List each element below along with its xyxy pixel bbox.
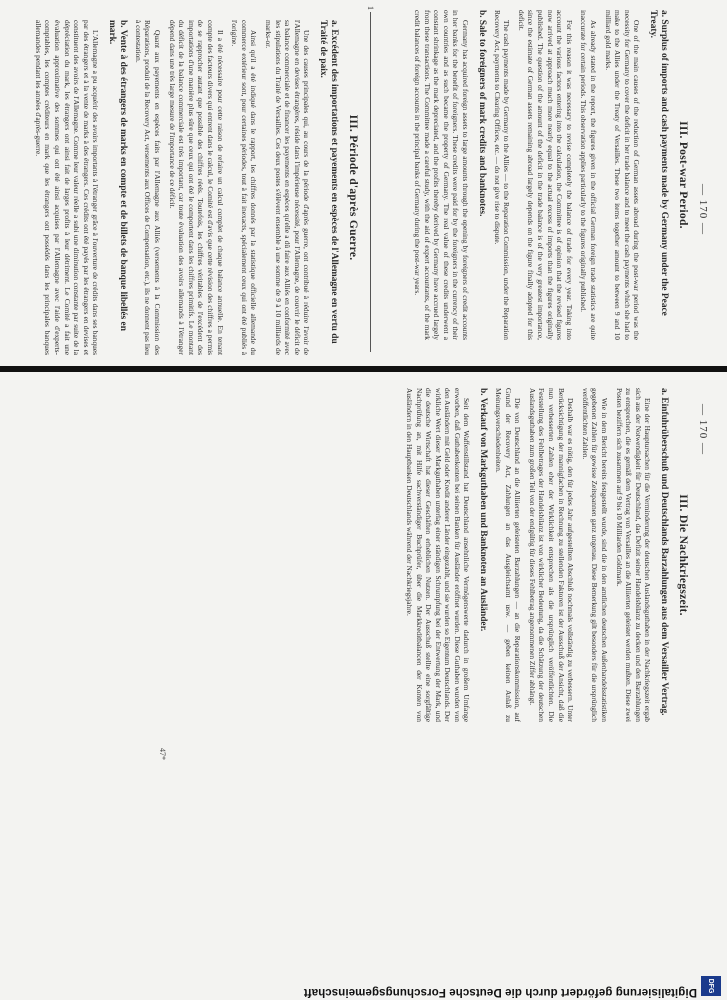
english-section-b-title: b. Sale to foreigners of mark credits and banknotes. <box>477 10 488 217</box>
french-section-b-title: b. Vente à des étrangers de marks en compte et de billets de banque libellés en mark. <box>107 20 129 331</box>
english-paragraph: The cash payments made by Germany to the Allies — to the Reparation Commission, under the Reparation Recovery Act, payments to Clearing Offices, etc. — do not give rise to dispute. <box>492 10 512 340</box>
french-section-a-title: a. Excédent des importations et payements en espèces de l'Allemagne en vertu du Traité de paix. <box>318 20 340 344</box>
french-paragraph: Ainsi qu'il a été indiqué dans le rapport, les chiffres donnés par la statistique officielle allemande du commerce extérieur sont, pour certaines périodes, tout à fait inexacts, spécialement ceux qui ont été publiés à l'origine. <box>230 20 259 355</box>
digitization-credit: Digitalisierung gefördert durch die Deutsche Forschungsgemeinschaft <box>303 986 697 998</box>
french-paragraph: Quant aux payements en espèces faits par l'Allemagne aux Alliés (versements à la Commission des Réparations, produit de la Recovery Act, versements aux Offices de Compensation, etc.), ils ne donnent pas lieu à contestation. <box>133 20 163 355</box>
german-heading: III. Die Nachkriegszeit. <box>677 494 689 616</box>
english-section-a-title: a. Surplus of imports and cash payments made by Germany under the Peace Treaty. <box>648 10 670 316</box>
german-section-a-title: a. Einfuhrüberschuß und Deutschlands Barzahlungen aus dem Versailler Vertrag. <box>659 388 670 716</box>
stamp-number: 47* <box>158 748 167 760</box>
english-paragraph: Germany has acquired foreign assets to large amounts through the opening by foreigners of credit accounts in her banks for the benefit of foreigners. These credits were paid for by the foreigners in the currency of their own countries and as such became the property of Germany. The real value of these credits underwent a constant shrinkage as the mark depreciated, and the profits thereby derived by Germany have accrued largely from these transactions. The Committee made a careful study, with the aid of expert accountants, of the mark credit balances of foreign accounts in the principal banks of Germany during the post-war years. <box>413 10 471 340</box>
english-heading: III. Post-war Period. <box>677 121 689 229</box>
fold-edge-line <box>0 366 727 372</box>
german-section-b-title: b. Verkauf von Markguthaben und Banknoten an Ausländer. <box>478 388 489 632</box>
french-paragraph: Une des causes principales qui, au cours de la période d'après guerre, ont contribué à réduire l'avoir de l'Allemagne en devises étrangères, réside dans l'impérieuse nécessité, pour l'Allemagne, de couvrir le déficit de sa balance commerciale et de financer les payements en espèces qu'elle a dû faire aux Alliés en conformité avec les stipulations du Traité de Versailles. Ces deux postes s'élèvent ensemble à une somme de 9 à 10 milliards de marks-or. <box>264 20 312 355</box>
german-paragraph: Eine der Hauptursachen für die Verminderung der deutschen Auslandsguthaben in der Nachkriegszeit ergab sich aus der Notwendigkeit für Deutschland, das Defizit seiner Handelsbilanz zu decken und den Barzahlungen zu entsprechen, die es gemäß dem Vertrag von Versailles an die Alliierten geleistet werden mußten. Diese zwei Posten beziffern sich zusammen auf 9 bis 10 Milliarden Goldmark. <box>614 388 653 722</box>
french-column <box>7 20 357 355</box>
french-paragraph: L'Allemagne a pu acquérir des avoirs importants à l'étranger grâce à l'ouverture de crédits dans ses banques par des étrangers et à la vente de marks à des étrangers. Ces crédits ont été payés par les étrangers en devises et constituent des avoirs de l'Allemagne. Comme leur valeur réelle a subi une diminution constante par suite de la dépréciation du mark, les étrangers ont ainsi fait de larges profits à leur détriment. Le Comité a fait une évaluation approximative des sommes qui ont été ainsi acquises par l'Allemagne avec l'aide d'experts-comptables, les comptes créditeurs en mark que les étrangers ont possédés dans les principales banques allemandes pendant les années d'après-guerre. <box>33 20 101 355</box>
page-number-bottom: — 170 — <box>697 404 709 455</box>
english-paragraph: One of the main causes of the reduction of German assets abroad during the post-war period was the necessity for Germany to cover the deficit in her trade balance and to meet the cash payments which she had to make to the Allies under the Treaty of Versailles. These two items together amount to between 9 and 10 milliard gold marks. <box>603 10 642 340</box>
french-heading: III. Période d'après Guerre. <box>347 114 359 261</box>
german-paragraph: Deshalb war es nötig, den für jedes Jahr aufgestellten Abschluß nochmals vollständig zu verbessern. Unter Berücksichtigung der mannigfachen in Rechnung zu stellenden Faktoren ist der Ausschuß der Ansicht, daß die nun verbesserten Zahlen eher der Wirklichkeit entsprechen als die ursprünglich veröffentlichten. Die Feststellung des Fehlbetrages der Handelsbilanz ist von wirklicher Bedeutung, da die Schätzung der deutschen Auslandsguthaben zum großen Teil von der endgültig für dieses Fehlbetrag angenommenen Ziffer abhängt. <box>527 388 576 722</box>
column-divider <box>370 12 371 352</box>
german-paragraph: Die von Deutschland an die Alliierten geleisteten Barzahlungen — an die Reparationskommission, auf Grund der Recovery Act, Zahlungen an das Ausgleichsamt usw. — geben keinen Anlaß zu Meinungsverschiedenheiten. <box>494 388 523 722</box>
english-column <box>387 10 687 340</box>
german-column <box>347 388 687 722</box>
german-paragraph: Wie in dem Bericht bereits festgestellt wurde, sind die in den amtlichen deutschen Außenhandelsstatistiken gegebenen Zahlen für gewisse Zeitspannen ganz ungenau. Diese Bemerkung gilt besonders für die ursprünglich veröffentlichten Zahlen. <box>580 388 610 722</box>
english-paragraph: As already stated in the report, the figures given in the official German foreign trade statistics are quite inaccurate for certain periods. This observation applies particularly to the figures originally published. <box>579 10 599 340</box>
english-paragraph: For this reason it was necessary to revise completely the balance of trade for every year. Taking into account the various factors entering into the calculation, the Committee is of opinion that the revised figures now arrived at approach much more nearly equal to the actual excess of imports than the figures originally published. The question of the amount of the deficit in the trade balance is of the very greatest importance, since the estimate of German assets remaining abroad largely depends on the figure finally adopted for this deficit. <box>516 10 574 340</box>
footnote-mark: 1 <box>366 6 375 10</box>
french-paragraph: Il a été nécessaire pour cette raison de refaire un calcul complet de chaque balance annuelle. En tenant compte des facteurs divers qui entrent dans le calcul, le Comité est d'avis que cette révision des chiffres a permis de se rapprocher autant que possible des chiffres réels. Toutefois, les chiffres véritables de l'excédent des importations d'une manière plus sûre que ceux qui ont été le comportent dans les chiffres primitifs. Le montant du déficit de la balance commerciale est très important, car toute évaluation des avoirs allemands à l'étranger dépend dans une très large mesure de l'importance de ce déficit. <box>167 20 225 355</box>
page-number-top: — 170 — <box>697 184 709 235</box>
german-paragraph: Seit dem Waffenstillstand hat Deutschland ansehnliche Vermögenswerte dadurch in großem Umfange erworben, daß Guthabenkonten bei seinen Banken für Ausländer eröffnet wurden. Diese Guthaben wurden von den Ausländern mit Geld oder Kredit anderer Länder eingezahlt, und sie wurden so Eigentum Deutschlands. Der wirkliche Wert dieser Markguthaben unterlag einer ständigen Schrumpfung bei der Entwertung der Mark, und die deutsche Wirtschaft hat dieser Geschäften erheblichen Nutzen. Der Ausschuß stellte eine sorgfältige Nachprüfung an, mit Hilfe sachverständiger Buchprüfer, über die Markkreditbalancen der Konten von Ausländern in den Hauptbanken Deutschlands während der Nachkriegsjahre. <box>404 388 472 722</box>
dfg-logo-icon: DFG <box>701 976 721 996</box>
